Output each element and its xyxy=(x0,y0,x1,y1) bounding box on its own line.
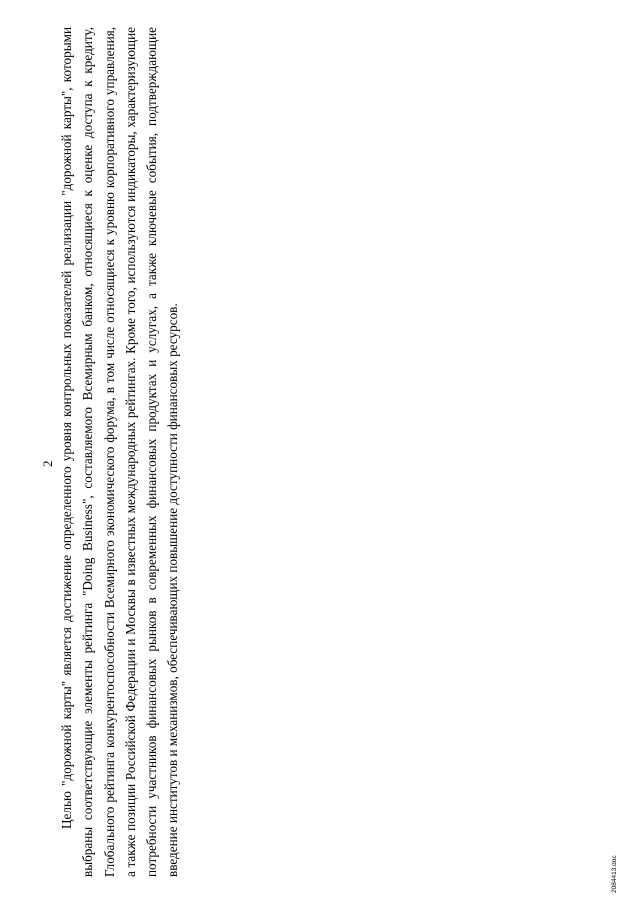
body-paragraph: Целью "дорожной карты" является достижение определенного уровня контрольных показателей реализации "дорожной карты", которыми выбраны соответствующие элементы рейтинга "Doing Business", составляемого Всемирным банком, относящиеся к оценке доступа к кредиту, Глобального рейтинга конкурентоспособности Всемирного экономического форума, в том числе относящиеся к уровню корпоративного управления, а также позиции Российской Федерации и Москвы в известных международных рейтингах. Кроме того, используются индикаторы, характеризующие потребности участников финансовых рынков в современных финансовых продуктах и услугах, а также ключевые события, подтверждающие введение институтов и механизмов, обеспечивающих повышение доступности финансовых ресурсов. xyxy=(59,27,181,877)
page-number: 2 xyxy=(40,460,55,467)
footer-file-code: 2084413.doc xyxy=(611,855,618,893)
